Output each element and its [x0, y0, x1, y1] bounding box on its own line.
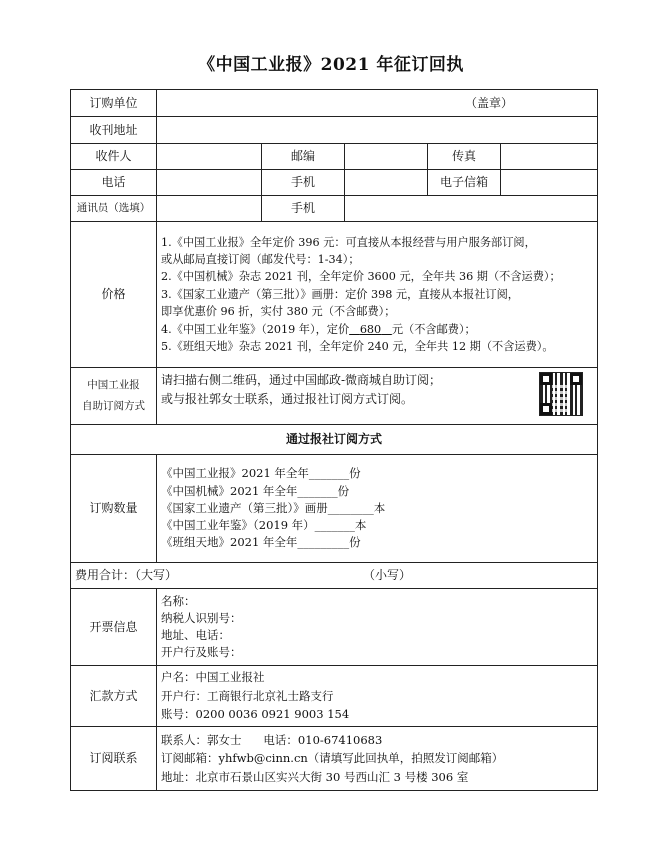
cost-label-lower: （小写） [363, 568, 412, 583]
yearbook-price-prefix: 4.《中国工业年鉴》（2019 年），定价 [161, 322, 350, 336]
invoice-line: 名称： [161, 593, 196, 608]
remit-line: 账号：0200 0036 0921 9003 154 [161, 707, 350, 722]
yearbook-price-value: 680 [359, 322, 382, 336]
invoice-line: 开户行及账号： [161, 645, 242, 660]
self-sub-label-line: 中国工业报 [87, 379, 140, 391]
section-title: 通过报社订阅方式 [71, 425, 598, 455]
price-line: 5.《班组天地》杂志 2021 刊，全年定价 240 元，全年共 12 期（不含运费）。 [161, 339, 554, 353]
yearbook-price-suffix: 元（不含邮费）； [391, 322, 476, 336]
quantity-line: 《中国工业年鉴》（2019 年）_______本 [161, 518, 367, 533]
page-title: 《中国工业报》2021 年征订回执 [198, 55, 464, 75]
self-sub-line: 请扫描右侧二维码，通过中国邮政-微商城自助订阅； [161, 373, 442, 387]
correspondent-field[interactable] [157, 196, 262, 222]
email-field[interactable] [501, 170, 598, 196]
remit-line: 户名：中国工业报社 [161, 670, 265, 685]
self-sub-line: 或与报社郭女士联系，通过报社订阅方式订阅。 [161, 391, 414, 406]
unit-field[interactable] [157, 90, 598, 117]
invoice-line: 纳税人识别号： [161, 610, 242, 625]
price-label: 价格 [71, 222, 157, 368]
qr-code-icon[interactable] [539, 372, 583, 416]
fax-field[interactable] [501, 144, 598, 170]
quantity-line: 《中国机械》2021 年全年_______份 [161, 483, 350, 498]
fax-label: 传真 [428, 144, 501, 170]
self-sub-label [71, 368, 157, 425]
invoice-label: 开票信息 [71, 589, 157, 666]
stamp-note: （盖章） [465, 95, 514, 110]
price-line: 1.《中国工业报》全年定价 396 元：可直接从本报经营与用户服务部订阅， [161, 235, 536, 249]
price-info [157, 222, 598, 368]
postcode-field[interactable] [345, 144, 428, 170]
phone-field[interactable] [157, 170, 262, 196]
unit-label: 订购单位 [71, 90, 157, 117]
order-form [70, 89, 598, 791]
cost-label-upper: 费用合计：（大写） [75, 568, 178, 583]
price-line: 3.《国家工业遗产（第三批）》画册：定价 398 元，直接从本报社订阅， [161, 287, 519, 301]
self-sub-label-line: 自助订阅方式 [82, 400, 145, 412]
mobile-field[interactable] [345, 170, 428, 196]
mobile-label: 手机 [262, 170, 345, 196]
cost-total-row[interactable] [71, 563, 598, 589]
quantity-line: 《班组天地》2021 年全年_________份 [161, 535, 361, 550]
mobile-field-2[interactable] [345, 196, 598, 222]
remit-line: 开户行：工商银行北京礼士路支行 [161, 688, 334, 703]
price-line: 或从邮局直接订阅（邮发代号：1-34）； [161, 253, 360, 267]
address-field[interactable] [157, 117, 598, 144]
quantity-info[interactable] [157, 455, 598, 563]
remit-info [157, 666, 598, 727]
invoice-line: 地址、电话： [161, 628, 230, 642]
price-line-yearbook [161, 321, 593, 338]
address-label: 收刊地址 [71, 117, 157, 144]
email-label: 电子信箱 [428, 170, 501, 196]
contact-info [157, 727, 598, 791]
quantity-label: 订购数量 [71, 455, 157, 563]
phone-label: 电话 [71, 170, 157, 196]
price-line: 即享优惠价 96 折，实付 380 元（不含邮费）； [161, 305, 396, 319]
postcode-label: 邮编 [262, 144, 345, 170]
mobile-label-2: 手机 [262, 196, 345, 222]
contact-line: 地址：北京市石景山区实兴大街 30 号西山汇 3 号楼 306 室 [161, 769, 469, 784]
self-sub-info [157, 368, 598, 425]
quantity-line: 《中国工业报》2021 年全年_______份 [161, 466, 361, 481]
remit-label: 汇款方式 [71, 666, 157, 727]
contact-label: 订阅联系 [71, 727, 157, 791]
recipient-label: 收件人 [71, 144, 157, 170]
correspondent-label: 通讯员（选填） [71, 196, 157, 222]
recipient-field[interactable] [157, 144, 262, 170]
invoice-info[interactable] [157, 589, 598, 666]
contact-line: 订阅邮箱：yhfwb@cinn.cn（请填写此回执单，拍照发订阅邮箱） [161, 751, 504, 766]
quantity-line: 《国家工业遗产（第三批）》画册________本 [161, 500, 386, 515]
price-line: 2.《中国机械》杂志 2021 刊，全年定价 3600 元，全年共 36 期（不含运费）； [161, 270, 561, 284]
contact-line: 联系人：郭女士 电话：010-67410683 [161, 732, 383, 747]
